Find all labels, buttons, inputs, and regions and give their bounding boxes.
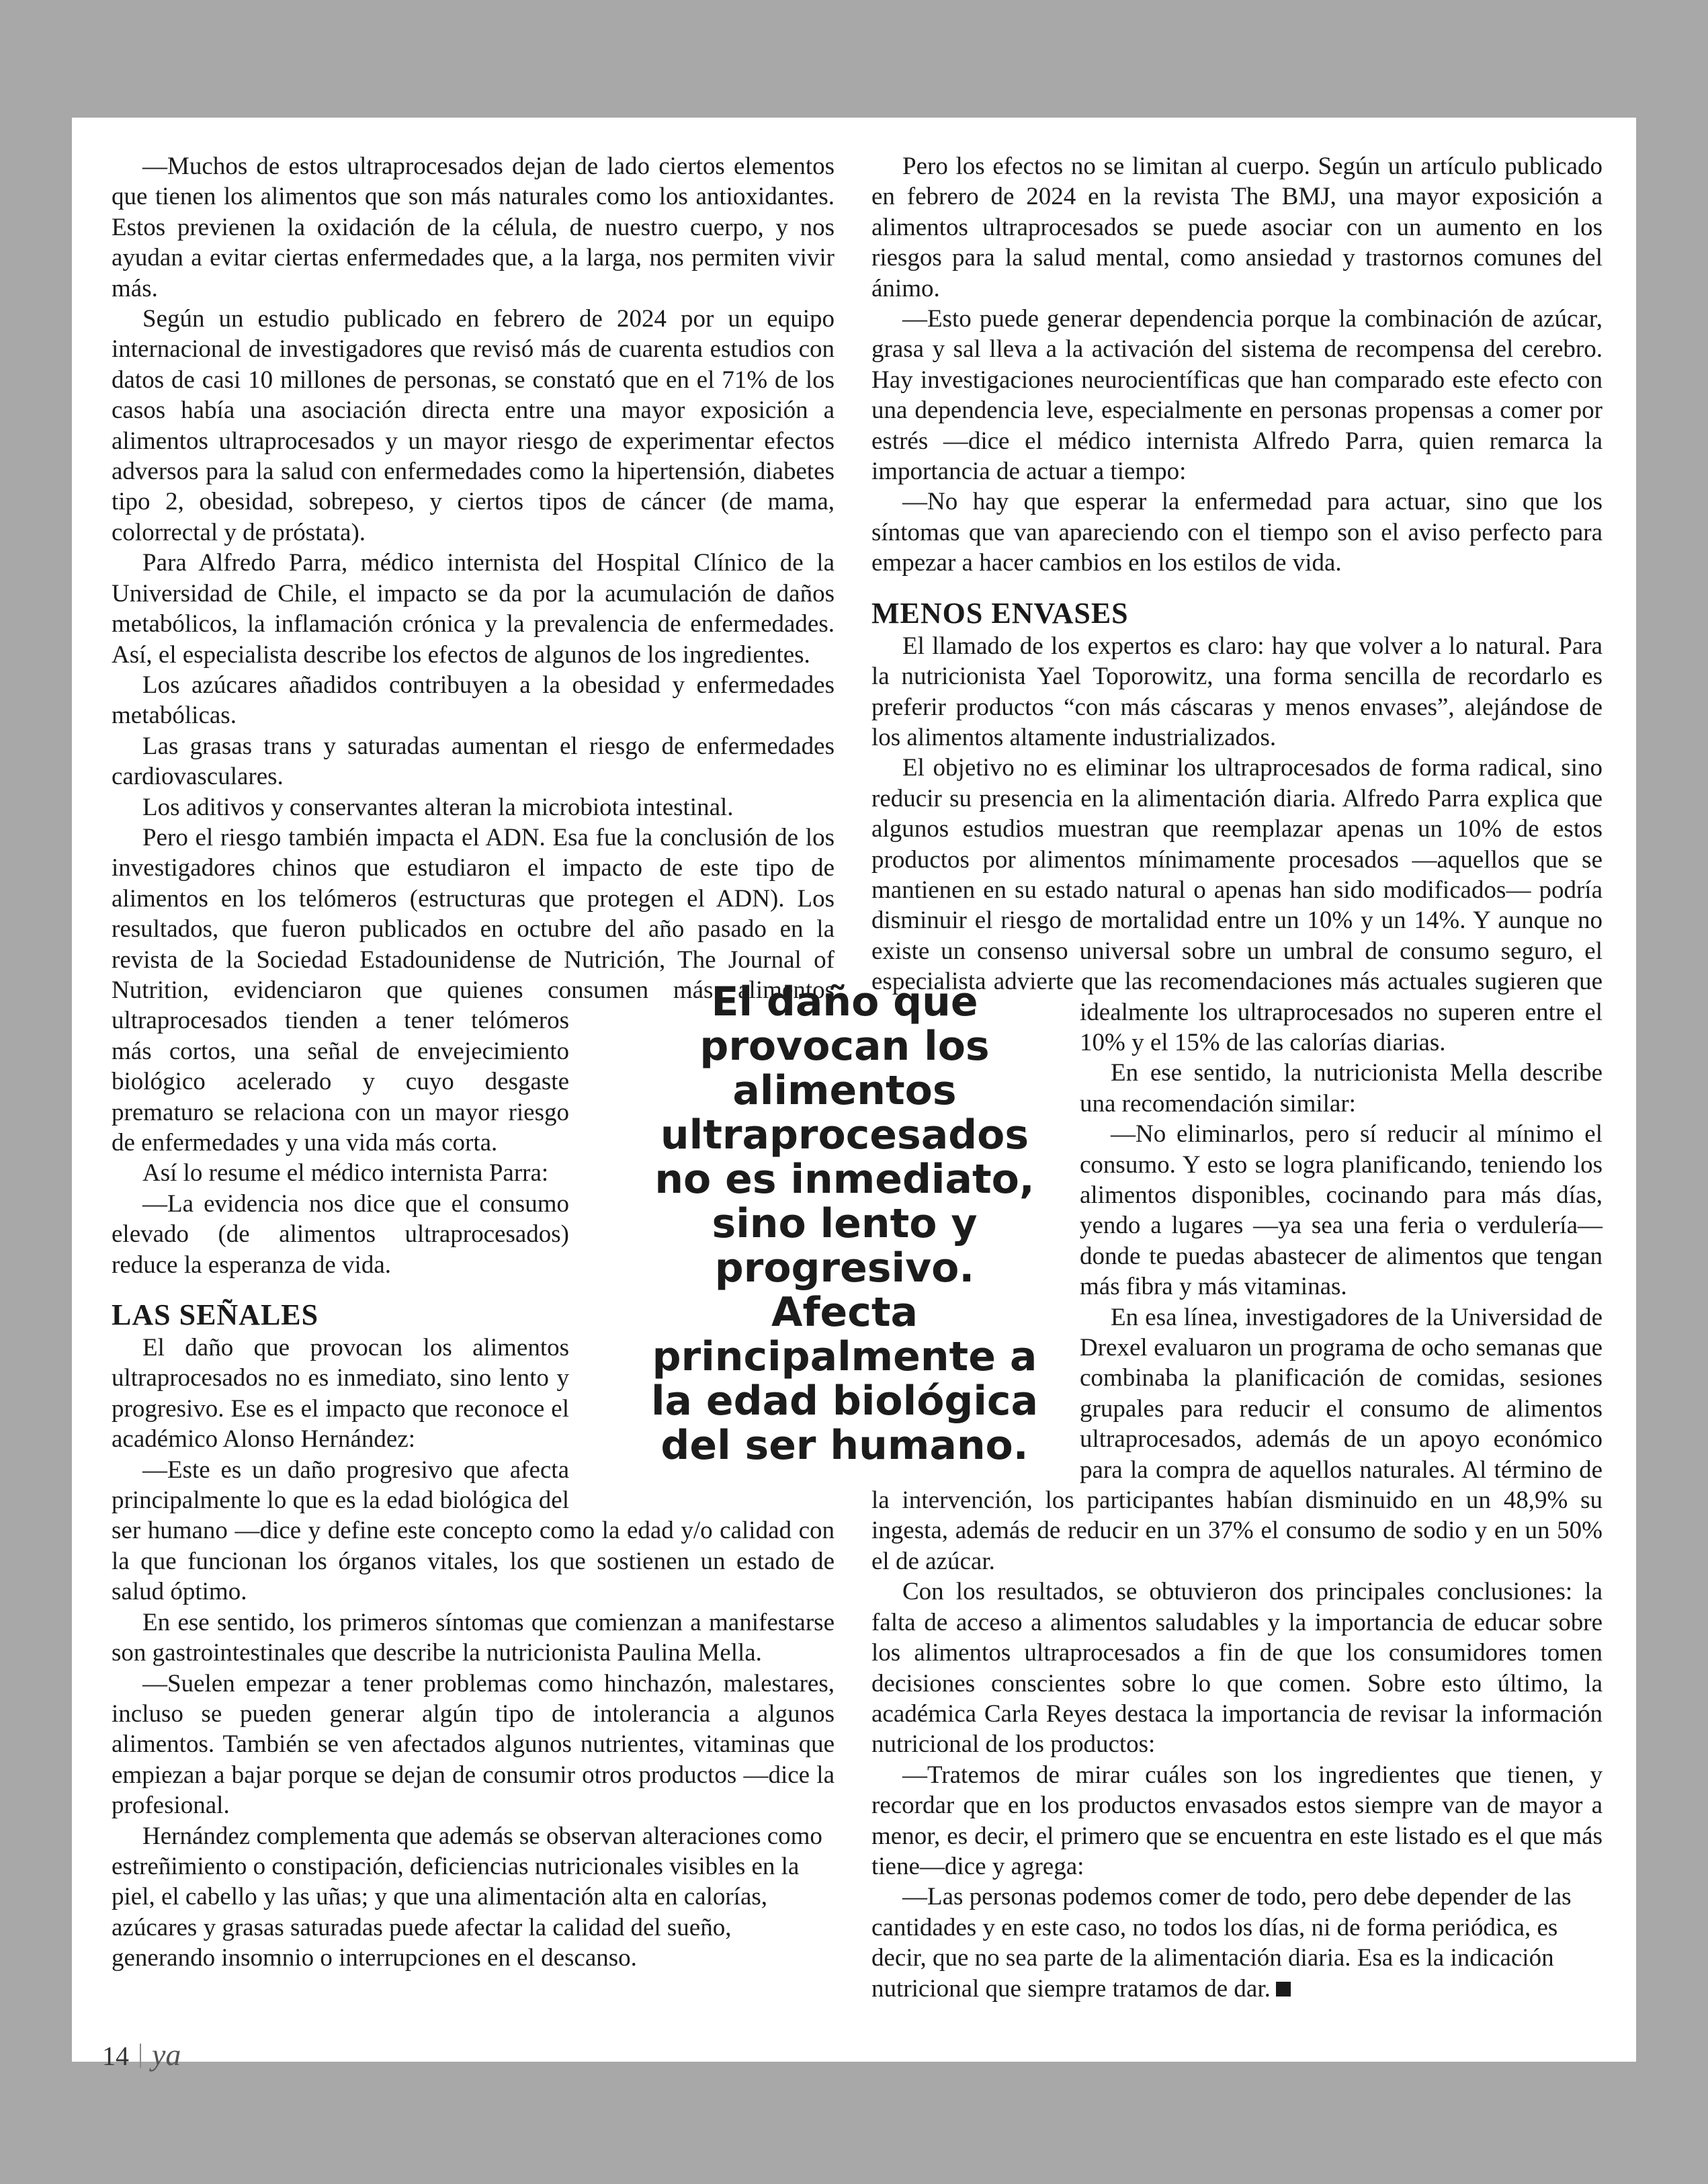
paragraph: Las grasas trans y saturadas aumentan el riesgo de enfermedades cardiovasculares. (112, 732, 835, 791)
paragraph-final (871, 1882, 1603, 2004)
paragraph: El daño que provocan los alimentos ultraprocesados no es inmediato, sino lento y progresivo. Ese es el impacto que reconoce el académico Alonso Hernández: (112, 1334, 569, 1454)
paragraph: —La evidencia nos dice que el consumo elevado (de alimentos ultraprocesados) reduce la esperanza de vida. (112, 1189, 569, 1279)
paragraph: Para Alfredo Parra, médico internista del Hospital Clínico de la Universidad de Chile, el impacto se da por la acumulación de daños metabólicos, la inflamación crónica y la prevalencia de enfermedades. Así, el especialista describe los efectos de algunos de los ingredientes. (112, 549, 835, 669)
paragraph: En esa línea, investigadores de la Universidad de Drexel evaluaron un programa de ocho semanas que combinaba la planificación de comidas, sesiones grupales para reducir el consumo de alimentos ultraprocesados, además de un apoyo económico para la compra de aquellos naturales. Al término de la intervención, los participantes habían disminuido en un 48,9% su ingesta, además de reducir en un 37% el consumo de sodio y en un 50% el de azúcar. (871, 1303, 1603, 1575)
paragraph: Pero el riesgo también impacta el ADN. Esa fue la conclusión de los investigadores chinos que estudiaron el impacto de este tipo de alimentos en los telómeros (estructuras que protegen el ADN). Los resultados, que fueron publicados en octubre del año pasado en la revista de la Sociedad Estadounidense de Nutrición, The Journal of Nutrition, evidenciaron que quienes consumen más alimentos ultraprocesados tienden a tener telómeros más cortos, una señal de envejecimiento biológico acelerado y cuyo desgaste prematuro se relaciona con un mayor riesgo de enfermedades y una vida más corta. (112, 823, 835, 1157)
paragraph: Hernández complementa que además se observan alteraciones como estreñimiento o constipación, deficiencias nutricionales visibles en la piel, el cabello y las uñas; y que una alimentación alta en calorías, azúcares y grasas saturadas puede afectar la calidad del sueño, generando insomnio o interrupciones en el descanso. (112, 1822, 822, 1972)
footer-separator (140, 2044, 141, 2068)
page-number: 14 (102, 2041, 129, 2071)
end-of-article-mark (1276, 1982, 1291, 1997)
page-footer (102, 2037, 181, 2072)
paragraph: —Muchos de estos ultraprocesados dejan de lado ciertos elementos que tienen los alimentos que son más naturales como los antioxidantes. Estos previenen la oxidación de la célula, de nuestro cuerpo, y nos ayudan a evitar ciertas enfermedades que, a la larga, nos permiten vivir más. (112, 153, 835, 302)
paragraph: En ese sentido, la nutricionista Mella describe una recomendación similar: (1080, 1059, 1603, 1118)
section-heading-envases: MENOS ENVASES (871, 596, 1129, 630)
paragraph: Según un estudio publicado en febrero de 2024 por un equipo internacional de investigadores que revisó más de cuarenta estudios con datos de casi 10 millones de personas, se constató que en el 71% de los casos había una asociación directa entre una mayor exposición a alimentos ultraprocesados y un mayor riesgo de experimentar efectos adversos para la salud con enfermedades como la hipertensión, diabetes tipo 2, obesidad, sobrepeso, y ciertos tipos de cáncer (de mama, colorrectal y de próstata). (112, 305, 835, 546)
paragraph: Con los resultados, se obtuvieron dos principales conclusiones: la falta de acceso a alimentos saludables y la importancia de educar sobre los alimentos ultraprocesados a fin de que los consumidores tomen decisiones conscientes sobre lo que comen. Sobre esto último, la académica Carla Reyes destaca la importancia de revisar la información nutricional de los productos: (871, 1578, 1603, 1759)
final-paragraph-text: —Las personas podemos comer de todo, pero debe depender de las cantidades y en este caso, no todos los días, ni de forma periódica, es decir, que no sea parte de la alimentación diaria. Esa es la indicación nutricional que siempre tratamos de dar. (871, 1883, 1572, 2003)
section-heading-senales: LAS SEÑALES (112, 1298, 319, 1332)
magazine-logo: ya (152, 2038, 181, 2072)
paragraph: —Este es un daño progresivo que afecta principalmente lo que es la edad biológica del ser humano —dice y define este concepto como la edad y/o calidad con la que funcionan los órganos vitales, los que sostienen un estado de salud óptimo. (112, 1456, 835, 1606)
paragraph: El objetivo no es eliminar los ultraprocesados de forma radical, sino reducir su presencia en la alimentación diaria. Alfredo Parra explica que algunos estudios muestran que reemplazar apenas un 10% de estos productos por alimentos mínimamente procesados —aquellos que se mantienen en su estado natural o apenas han sido modificados— podría disminuir el riesgo de mortalidad entre un 10% y un 14%. Y aunque no existe un consenso universal sobre un umbral de consumo seguro, el especialista advierte que las recomendaciones más actuales sugieren que idealmente los ultraprocesados no superen entre el 10% y el 15% de las calorías diarias. (871, 754, 1603, 1056)
paragraph: —No hay que esperar la enfermedad para actuar, sino que los síntomas que van apareciendo con el tiempo son el aviso perfecto para empezar a hacer cambios en los estilos de vida. (871, 488, 1603, 577)
pull-quote: El daño que provocan los alimentos ultraprocesados no es inmediato, sino lento y progresivo. Afecta principalmente a la edad biológica del ser humano. (650, 978, 1038, 1469)
paragraph: Los aditivos y conservantes alteran la microbiota intestinal. (142, 793, 734, 821)
magazine-page (72, 118, 1636, 2072)
paragraph: —Tratemos de mirar cuáles son los ingredientes que tienen, y recordar que en los productos envasados estos siempre van de mayor a menor, es decir, el primero que se encuentra en este listado es el que más tiene—dice y agrega: (871, 1761, 1603, 1880)
paragraph: En ese sentido, los primeros síntomas que comienzan a manifestarse son gastrointestinales que describe la nutricionista Paulina Mella. (112, 1608, 835, 1667)
paragraph: Así lo resume el médico internista Parra: (142, 1159, 549, 1187)
paragraph: —No eliminarlos, pero sí reducir al mínimo el consumo. Y esto se logra planificando, teniendo los alimentos disponibles, cocinando para más días, yendo a lugares —ya sea una feria o verdulería— donde te puedas abastecer de alimentos que tengan más fibra y más vitaminas. (1080, 1120, 1603, 1301)
paragraph: El llamado de los expertos es claro: hay que volver a lo natural. Para la nutricionista Yael Toporowitz, una forma sencilla de recordarlo es preferir productos “con más cáscaras y menos envases”, alejándose de los alimentos altamente industrializados. (871, 632, 1603, 751)
paragraph: —Suelen empezar a tener problemas como hinchazón, malestares, incluso se pueden generar algún tipo de intolerancia a algunos alimentos. También se ven afectados algunos nutrientes, vitaminas que empiezan a bajar porque se dejan de consumir otros productos —dice la profesional. (112, 1669, 835, 1820)
paragraph: Los azúcares añadidos contribuyen a la obesidad y enfermedades metabólicas. (112, 671, 835, 730)
paragraph: —Esto puede generar dependencia porque la combinación de azúcar, grasa y sal lleva a la activación del sistema de recompensa del cerebro. Hay investigaciones neurocientíficas que han comparado este efecto con una dependencia leve, especialmente en personas propensas a comer por estrés —dice el médico internista Alfredo Parra, quien remarca la importancia de actuar a tiempo: (871, 305, 1603, 486)
paragraph: Pero los efectos no se limitan al cuerpo. Según un artículo publicado en febrero de 2024 en la revista The BMJ, una mayor exposición a alimentos ultraprocesados se puede asociar con un aumento en los riesgos para la salud mental, como ansiedad y trastornos comunes del ánimo. (871, 153, 1603, 302)
